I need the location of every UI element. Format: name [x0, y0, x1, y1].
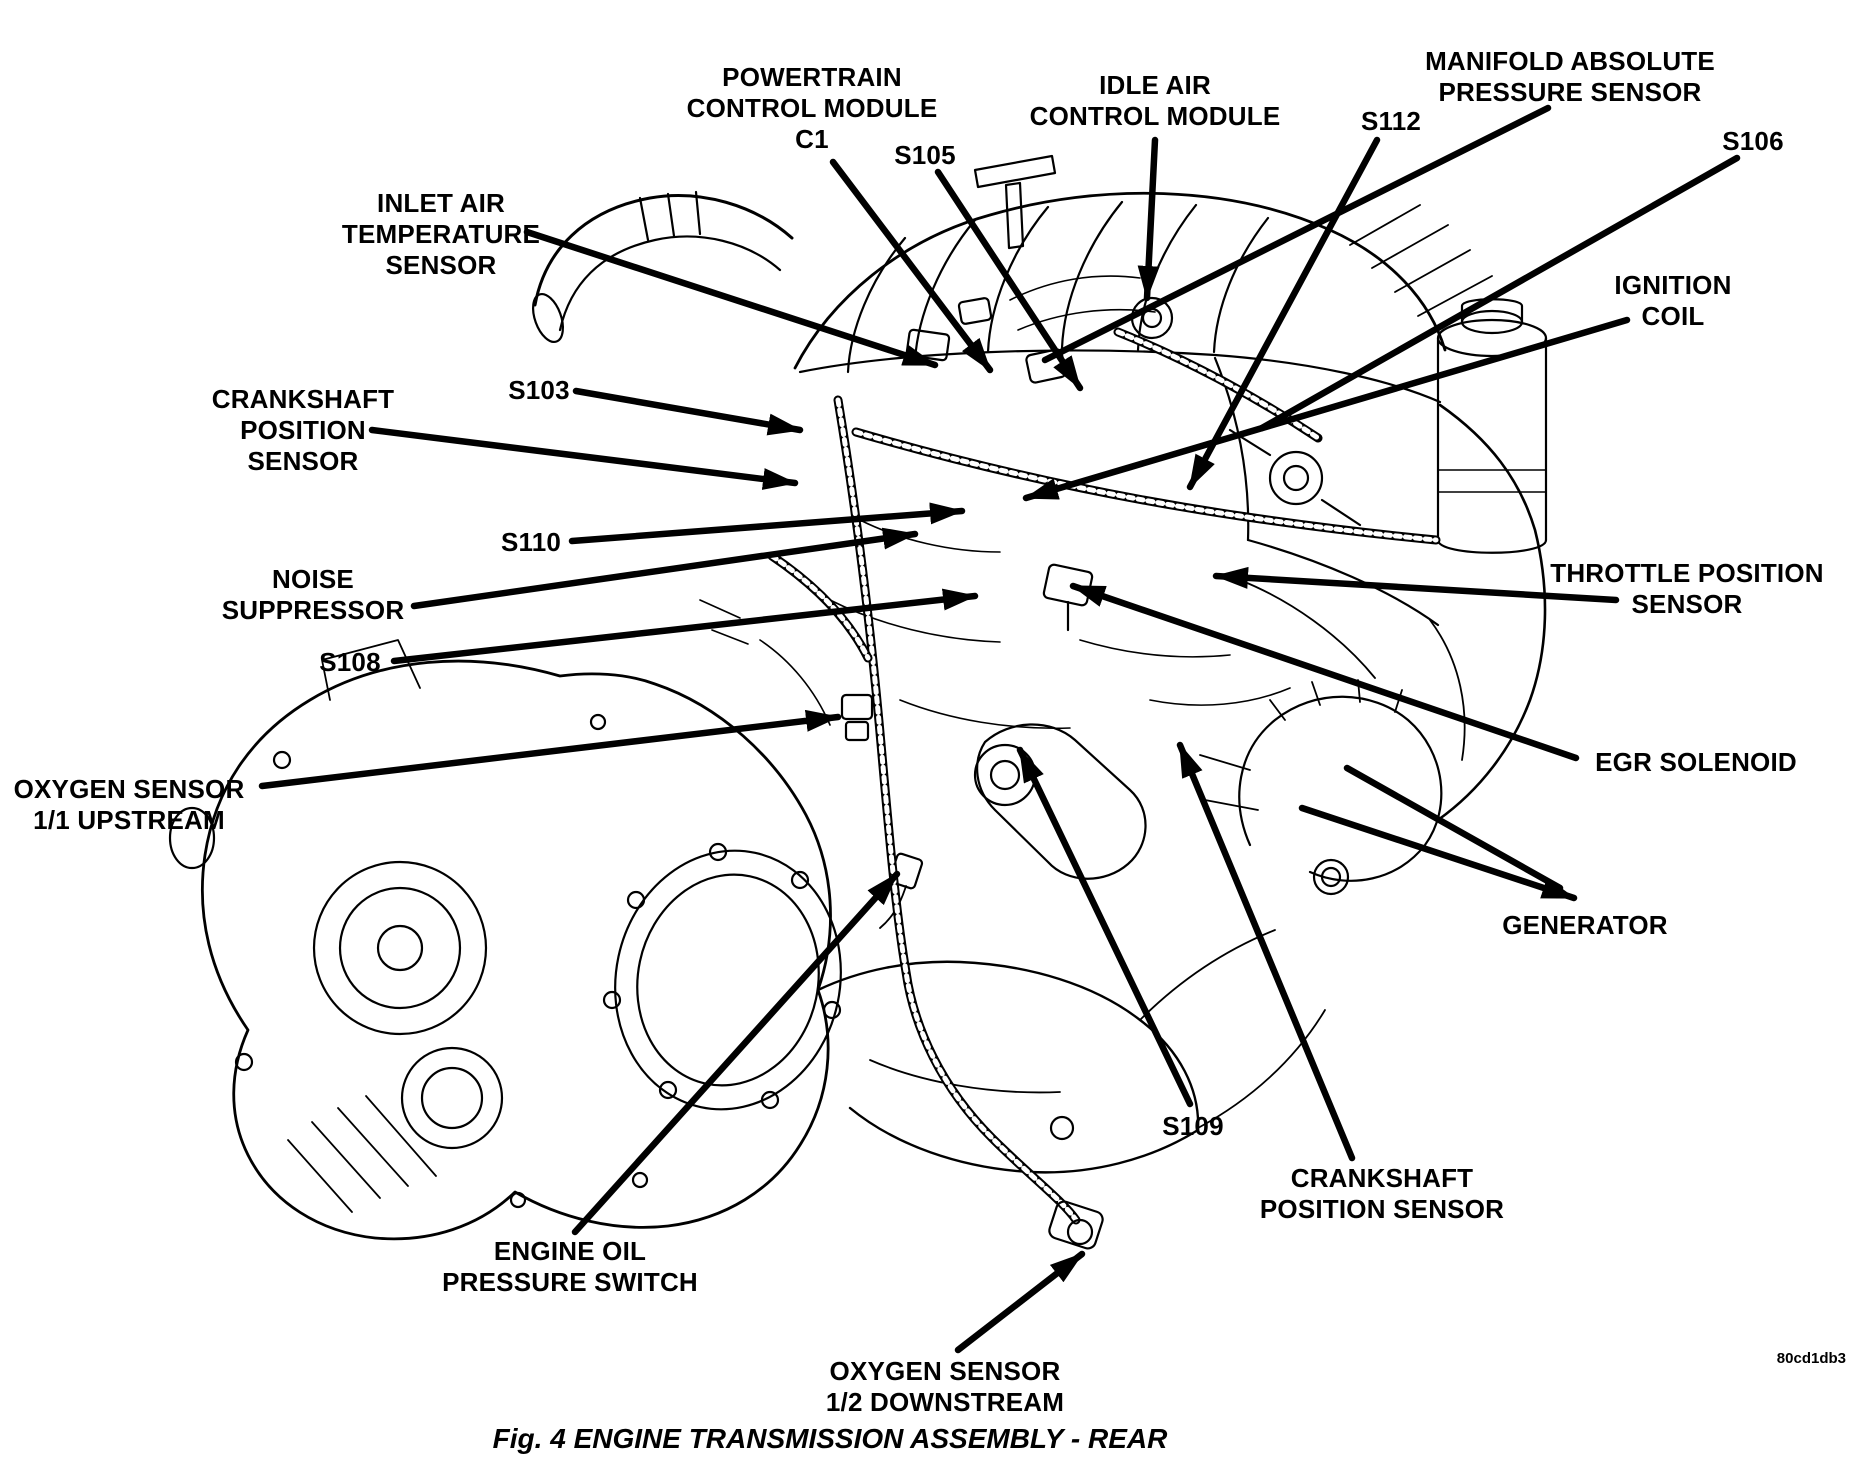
crankshaft-position-sensor-bottom-label: [1260, 1163, 1504, 1225]
s108-label: [319, 647, 381, 678]
oxygen-sensor-1-1-upstream-label: [14, 774, 245, 836]
crankshaft-position-sensor-left-label-line: SENSOR: [247, 446, 359, 476]
crankshaft-position-sensor-bottom-label-line: POSITION SENSOR: [1259, 1194, 1505, 1224]
powertrain-control-module-label-line: C1: [795, 124, 829, 154]
inlet-air-temperature-sensor-label-line: INLET AIR: [377, 188, 505, 218]
engine-oil-pressure-switch-label-line: ENGINE OIL: [493, 1236, 647, 1266]
s108-label-line: S108: [319, 647, 381, 677]
throttle-position-sensor-label-line: SENSOR: [1631, 589, 1743, 619]
manifold-absolute-pressure-sensor-label-line: MANIFOLD ABSOLUTE: [1425, 46, 1715, 76]
oxygen-sensor-1-2-downstream-label-line: 1/2 DOWNSTREAM: [825, 1387, 1065, 1417]
oxygen-sensor-1-1-upstream-label-line: 1/1 UPSTREAM: [33, 805, 225, 835]
s112-label-line: S112: [1360, 106, 1422, 136]
inlet-air-temperature-sensor-label-line: TEMPERATURE: [341, 219, 541, 249]
s106-label-line: S106: [1722, 126, 1784, 156]
engine-oil-pressure-switch-label-line: PRESSURE SWITCH: [442, 1267, 698, 1297]
throttle-position-sensor-label: [1550, 558, 1824, 620]
idle-air-control-module-label: [1030, 70, 1281, 132]
ignition-coil-label-line: COIL: [1641, 301, 1705, 331]
s105-label-line: S105: [894, 140, 956, 170]
s110-label: [501, 527, 561, 558]
noise-suppressor-label: [222, 564, 405, 626]
egr-solenoid-label: [1595, 747, 1797, 778]
throttle-position-sensor-label-line: THROTTLE POSITION: [1550, 558, 1824, 588]
generator-label: [1502, 910, 1668, 941]
inlet-air-temperature-sensor-label-line: SENSOR: [385, 250, 497, 280]
s105-label: [894, 140, 956, 171]
manifold-absolute-pressure-sensor-label: [1425, 46, 1715, 108]
s110-label-line: S110: [500, 527, 562, 557]
oxygen-sensor-1-2-downstream-label: [826, 1356, 1064, 1418]
oxygen-sensor-1-2-downstream-label-line: OXYGEN SENSOR: [829, 1356, 1061, 1386]
noise-suppressor-label-line: NOISE: [272, 564, 354, 594]
s112-label: [1361, 106, 1421, 137]
s106-label: [1722, 126, 1784, 157]
s103-label: [508, 375, 570, 406]
powertrain-control-module-label-line: POWERTRAIN: [722, 62, 902, 92]
crankshaft-position-sensor-bottom-label-line: CRANKSHAFT: [1290, 1163, 1474, 1193]
idle-air-control-module-label-line: CONTROL MODULE: [1029, 101, 1281, 131]
oxygen-sensor-1-1-upstream-label-line: OXYGEN SENSOR: [13, 774, 245, 804]
drawing-number: 80cd1db3: [1776, 1350, 1846, 1367]
egr-solenoid-label-line: EGR SOLENOID: [1595, 747, 1797, 777]
noise-suppressor-label-line: SUPPRESSOR: [221, 595, 405, 625]
s109-label-line: S109: [1162, 1111, 1224, 1141]
idle-air-control-module-label-line: IDLE AIR: [1099, 70, 1211, 100]
s109-label: [1162, 1111, 1224, 1142]
crankshaft-position-sensor-left-label-line: CRANKSHAFT: [211, 384, 395, 414]
crankshaft-position-sensor-left-label-line: POSITION: [240, 415, 366, 445]
s103-label-line: S103: [508, 375, 570, 405]
generator-label-line: GENERATOR: [1502, 910, 1668, 940]
figure-caption: Fig. 4 ENGINE TRANSMISSION ASSEMBLY - REAR: [492, 1423, 1168, 1454]
engine-oil-pressure-switch-label: [442, 1236, 698, 1298]
crankshaft-position-sensor-left-label: [212, 384, 395, 477]
ignition-coil-label: [1614, 270, 1731, 332]
manifold-absolute-pressure-sensor-label-line: PRESSURE SENSOR: [1438, 77, 1702, 107]
ignition-coil-label-line: IGNITION: [1614, 270, 1732, 300]
inlet-air-temperature-sensor-label: [342, 188, 540, 281]
powertrain-control-module-label-line: CONTROL MODULE: [686, 93, 938, 123]
